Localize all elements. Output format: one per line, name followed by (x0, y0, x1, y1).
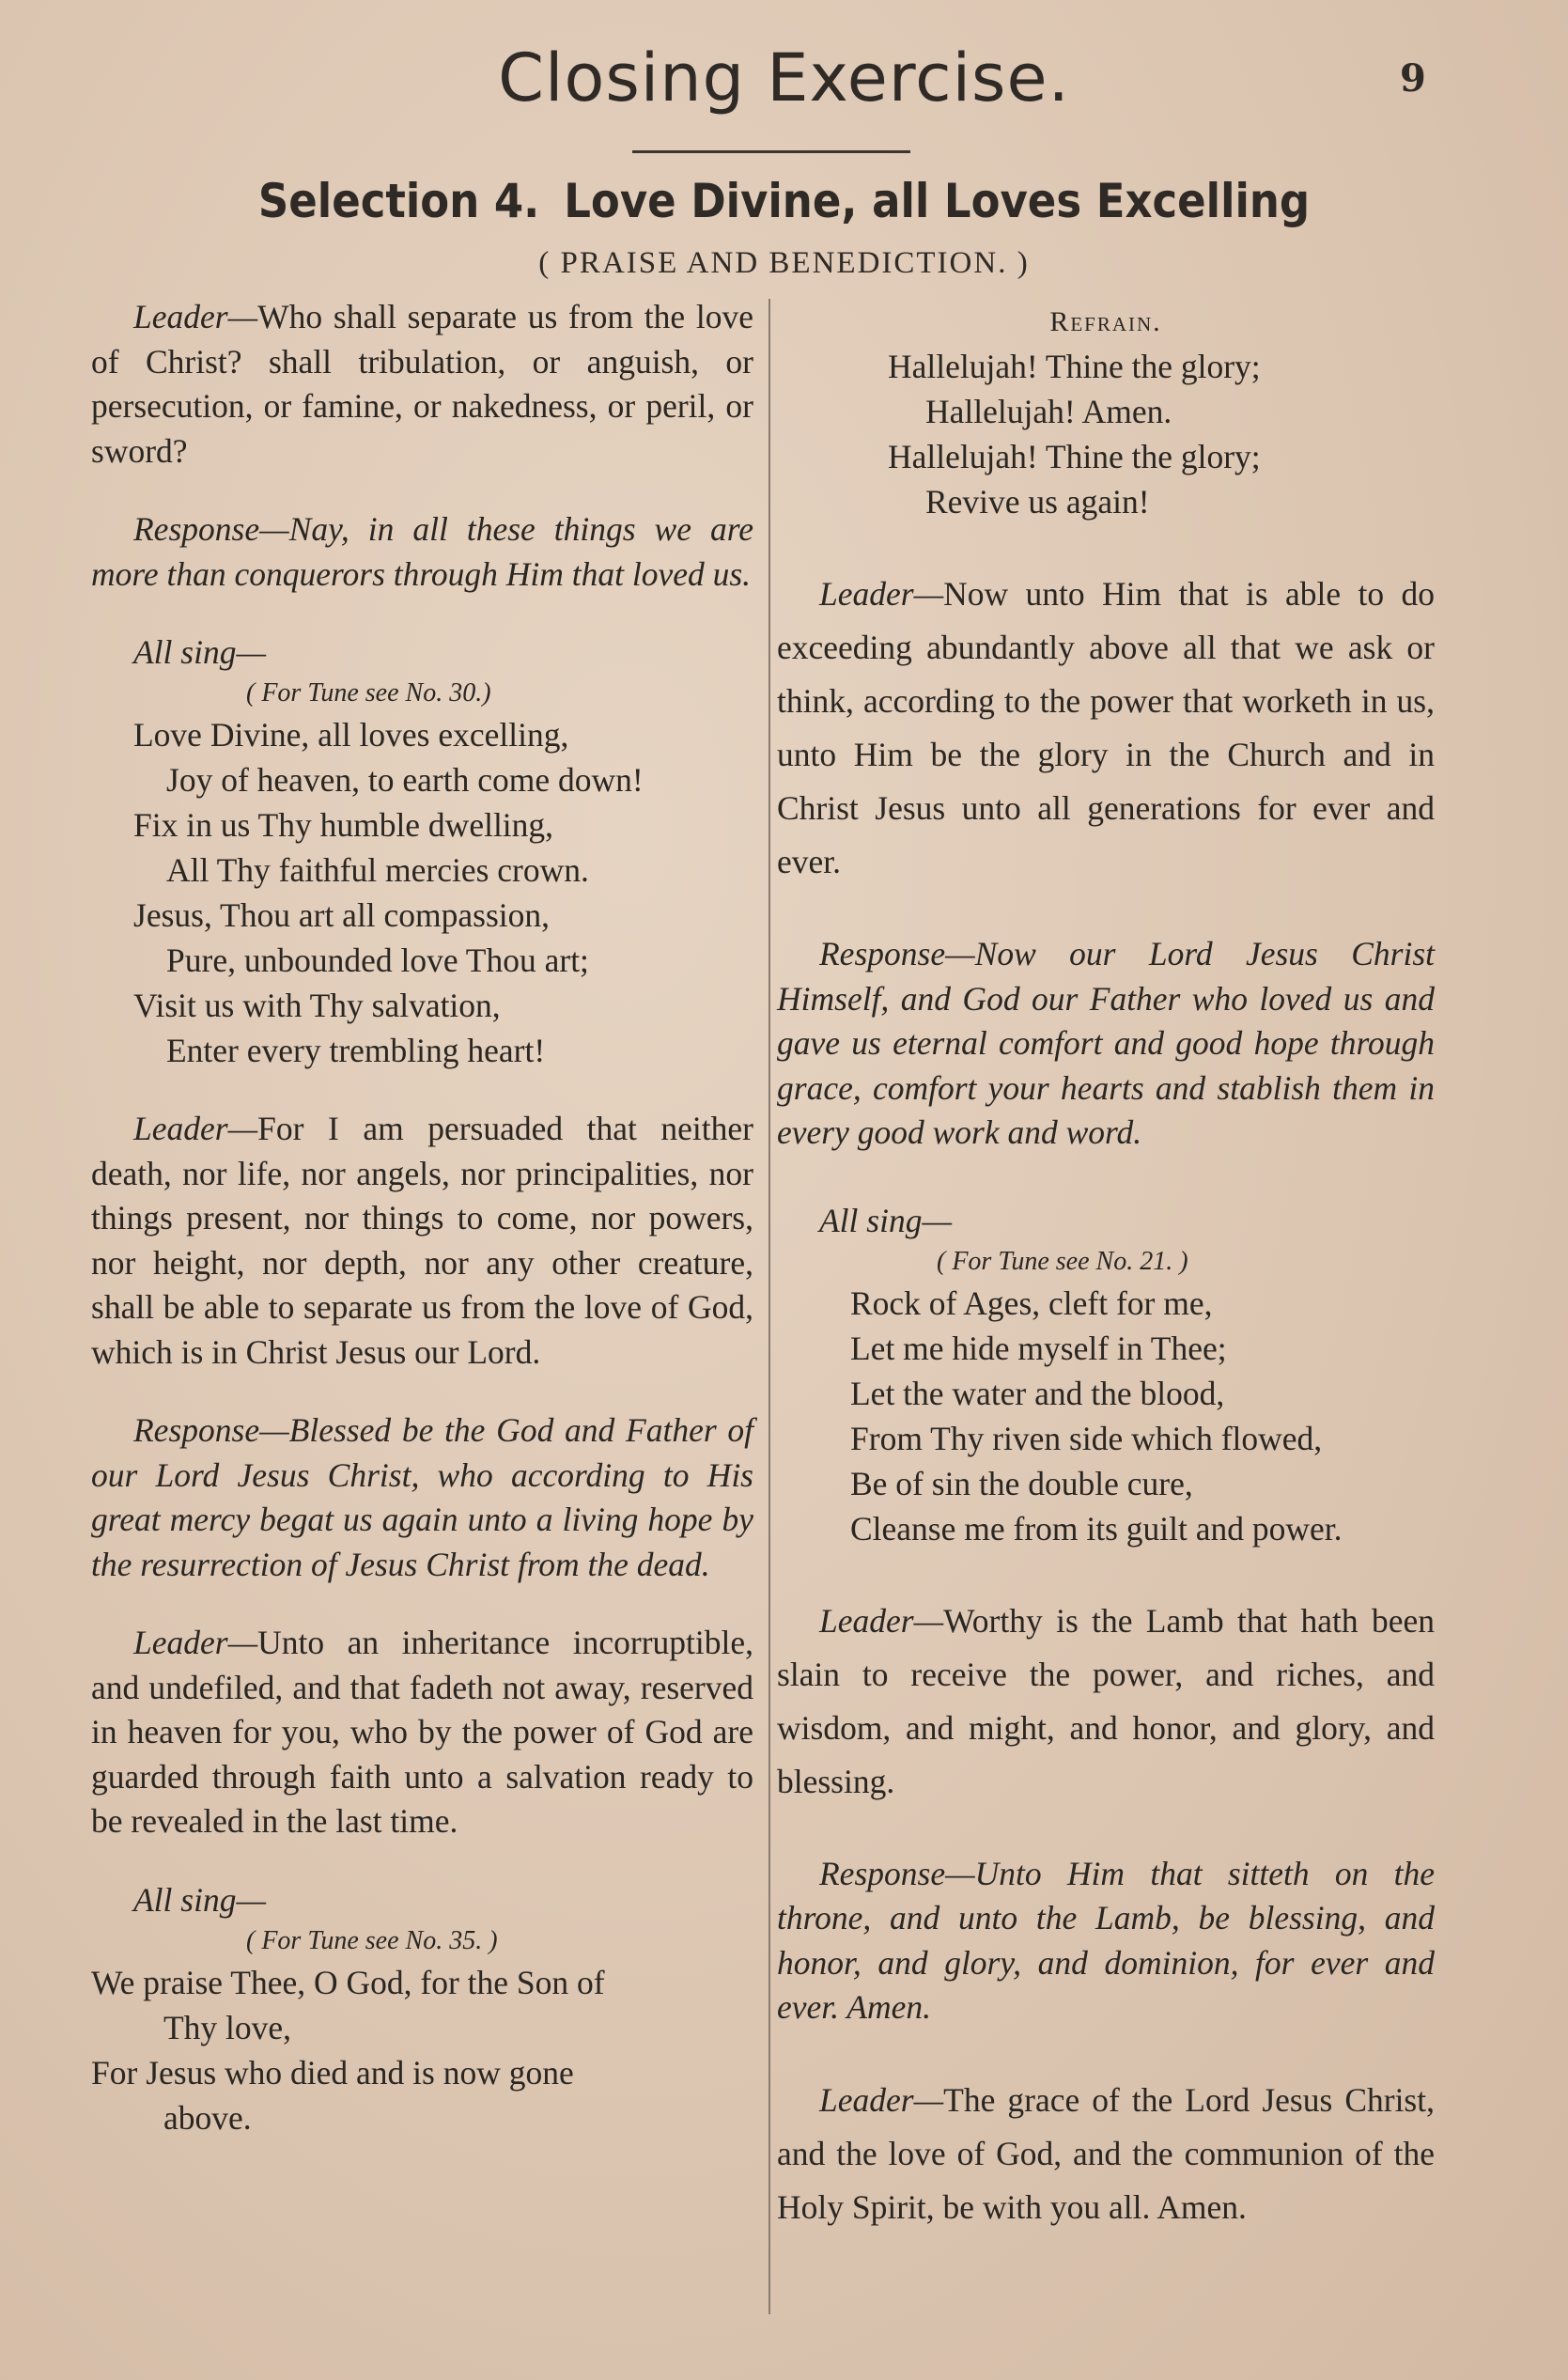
response-text: Unto Him that sitteth on the throne, and unto the Lamb, be blessing, and honor, and glory, and dominion, for ever and ever. Amen. (777, 1854, 1435, 2026)
leader-label: Leader— (819, 2080, 944, 2119)
leader-text: The grace of the Lord Jesus Christ, and the love of God, and the communion of the Holy Spirit, be with you all. Amen. (777, 2080, 1435, 2226)
all-sing-label: All sing— (133, 1880, 267, 1919)
tune-reference: ( For Tune see No. 30.) (246, 678, 491, 708)
leader-label: Leader— (819, 1601, 944, 1640)
hymn-line: Love Divine, all loves excelling, (133, 716, 569, 754)
hymn-line: Joy of heaven, to earth come down! (166, 761, 644, 799)
response-text: Now our Lord Jesus Christ Himself, and God our Father who loved us and gave us eternal comfort and good hope through grace, comfort your hearts and stablish them in every good work and word. (777, 935, 1435, 1151)
selection-subtitle: ( PRAISE AND BENEDICTION. ) (538, 246, 1030, 280)
response-paragraph (91, 1408, 753, 1587)
leader-text: Who shall separate us from the love of Christ? shall tribulation, or anguish, or persecution, or famine, or nakedness, or peril, or sword? (91, 298, 753, 470)
selection-heading (0, 174, 1568, 228)
hymn-line: Cleanse me from its guilt and power. (850, 1509, 1343, 1548)
hymn-line: Jesus, Thou art all compassion, (133, 896, 551, 934)
selection-title: Love Divine, all Loves Excelling (564, 174, 1311, 228)
response-paragraph (91, 507, 753, 597)
refrain-line: Hallelujah! Thine the glory; (888, 438, 1261, 475)
hymn-line: We praise Thee, O God, for the Son of (91, 1963, 605, 2001)
hymn-line: Enter every trembling heart! (166, 1032, 546, 1069)
response-text: Nay, in all these things we are more than conquerors through Him that loved us. (91, 510, 753, 593)
response-label: Response— (819, 1854, 975, 1892)
hymn-line: Let me hide myself in Thee; (850, 1329, 1227, 1367)
response-paragraph (777, 932, 1435, 1156)
refrain-line: Revive us again! (925, 483, 1150, 521)
refrain-line: Hallelujah! Thine the glory; (888, 348, 1261, 385)
refrain-line: Hallelujah! Amen. (925, 393, 1172, 430)
leader-label: Leader— (133, 1624, 258, 1661)
leader-label: Leader— (133, 298, 258, 335)
hymn-line: Pure, unbounded love Thou art; (166, 941, 589, 979)
page-number: 9 (1400, 56, 1426, 101)
hymn-line: Let the water and the blood, (850, 1374, 1225, 1412)
leader-paragraph (91, 295, 753, 474)
hymn-line: above. (163, 2098, 252, 2137)
tune-reference: ( For Tune see No. 35. ) (246, 1925, 498, 1955)
leader-paragraph (777, 568, 1435, 889)
hymn-line: For Jesus who died and is now gone (91, 2053, 574, 2092)
column-divider (768, 299, 770, 2314)
right-column (777, 301, 1435, 2234)
all-sing-label: All sing— (819, 1201, 953, 1239)
leader-text: For I am persuaded that neither death, nor life, nor angels, nor principalities, nor things present, nor things to come, nor powers, nor height, nor depth, nor any other creature, shall be able to separate us from the love of God, which is in Christ Jesus our Lord. (91, 1110, 753, 1371)
response-text: Blessed be the God and Father of our Lord Jesus Christ, who according to His great mercy begat us again unto a living hope by the resurrection of Jesus Christ from the dead. (91, 1411, 753, 1583)
hymn-line: Fix in us Thy humble dwelling, (133, 806, 554, 844)
leader-paragraph (777, 2074, 1435, 2234)
page-title: Closing Exercise. (498, 39, 1070, 117)
hymn-line: Thy love, (163, 2008, 292, 2046)
refrain-verse (777, 344, 1435, 524)
leader-text: Worthy is the Lamb that hath been slain to receive the power, and riches, and wisdom, and might, and honor, and glory, and blessing. (777, 1601, 1435, 1800)
leader-paragraph (777, 1594, 1435, 1809)
all-sing-label: All sing— (133, 633, 267, 671)
hymn-verse (91, 1960, 753, 2140)
leader-paragraph (91, 1107, 753, 1375)
hymn-verse (777, 1281, 1435, 1551)
selection-number: Selection 4. (257, 174, 540, 228)
response-label: Response— (133, 1411, 289, 1449)
response-label: Response— (819, 935, 975, 972)
hymn-line: All Thy faithful mercies crown. (166, 851, 589, 889)
hymn-line: Rock of Ages, cleft for me, (850, 1283, 1213, 1322)
hymn-verse (91, 712, 753, 1073)
leader-label: Leader— (819, 575, 944, 613)
hymn-line: From Thy riven side which flowed, (850, 1419, 1323, 1457)
hymn-line: Be of sin the double cure, (850, 1464, 1193, 1502)
hymn-line: Visit us with Thy salvation, (133, 987, 501, 1024)
leader-text: Now unto Him that is able to do exceeding abundantly above all that we ask or think, according to the power that worketh in us, unto Him be the glory in the Church and in Christ Jesus unto all generations for ever and ever. (777, 575, 1435, 880)
response-label: Response— (133, 510, 289, 548)
refrain-title: Refrain. (1049, 306, 1162, 337)
leader-text: Unto an inheritance incorruptible, and undefiled, and that fadeth not away, reserved in heaven for you, who by the power of God are guarded through faith unto a salvation ready to be revealed in the last time. (91, 1624, 753, 1840)
left-column (91, 295, 753, 2140)
leader-label: Leader— (133, 1110, 258, 1147)
title-rule (632, 150, 910, 153)
tune-reference: ( For Tune see No. 21. ) (937, 1246, 1188, 1276)
leader-paragraph (91, 1621, 753, 1844)
response-paragraph (777, 1852, 1435, 2030)
